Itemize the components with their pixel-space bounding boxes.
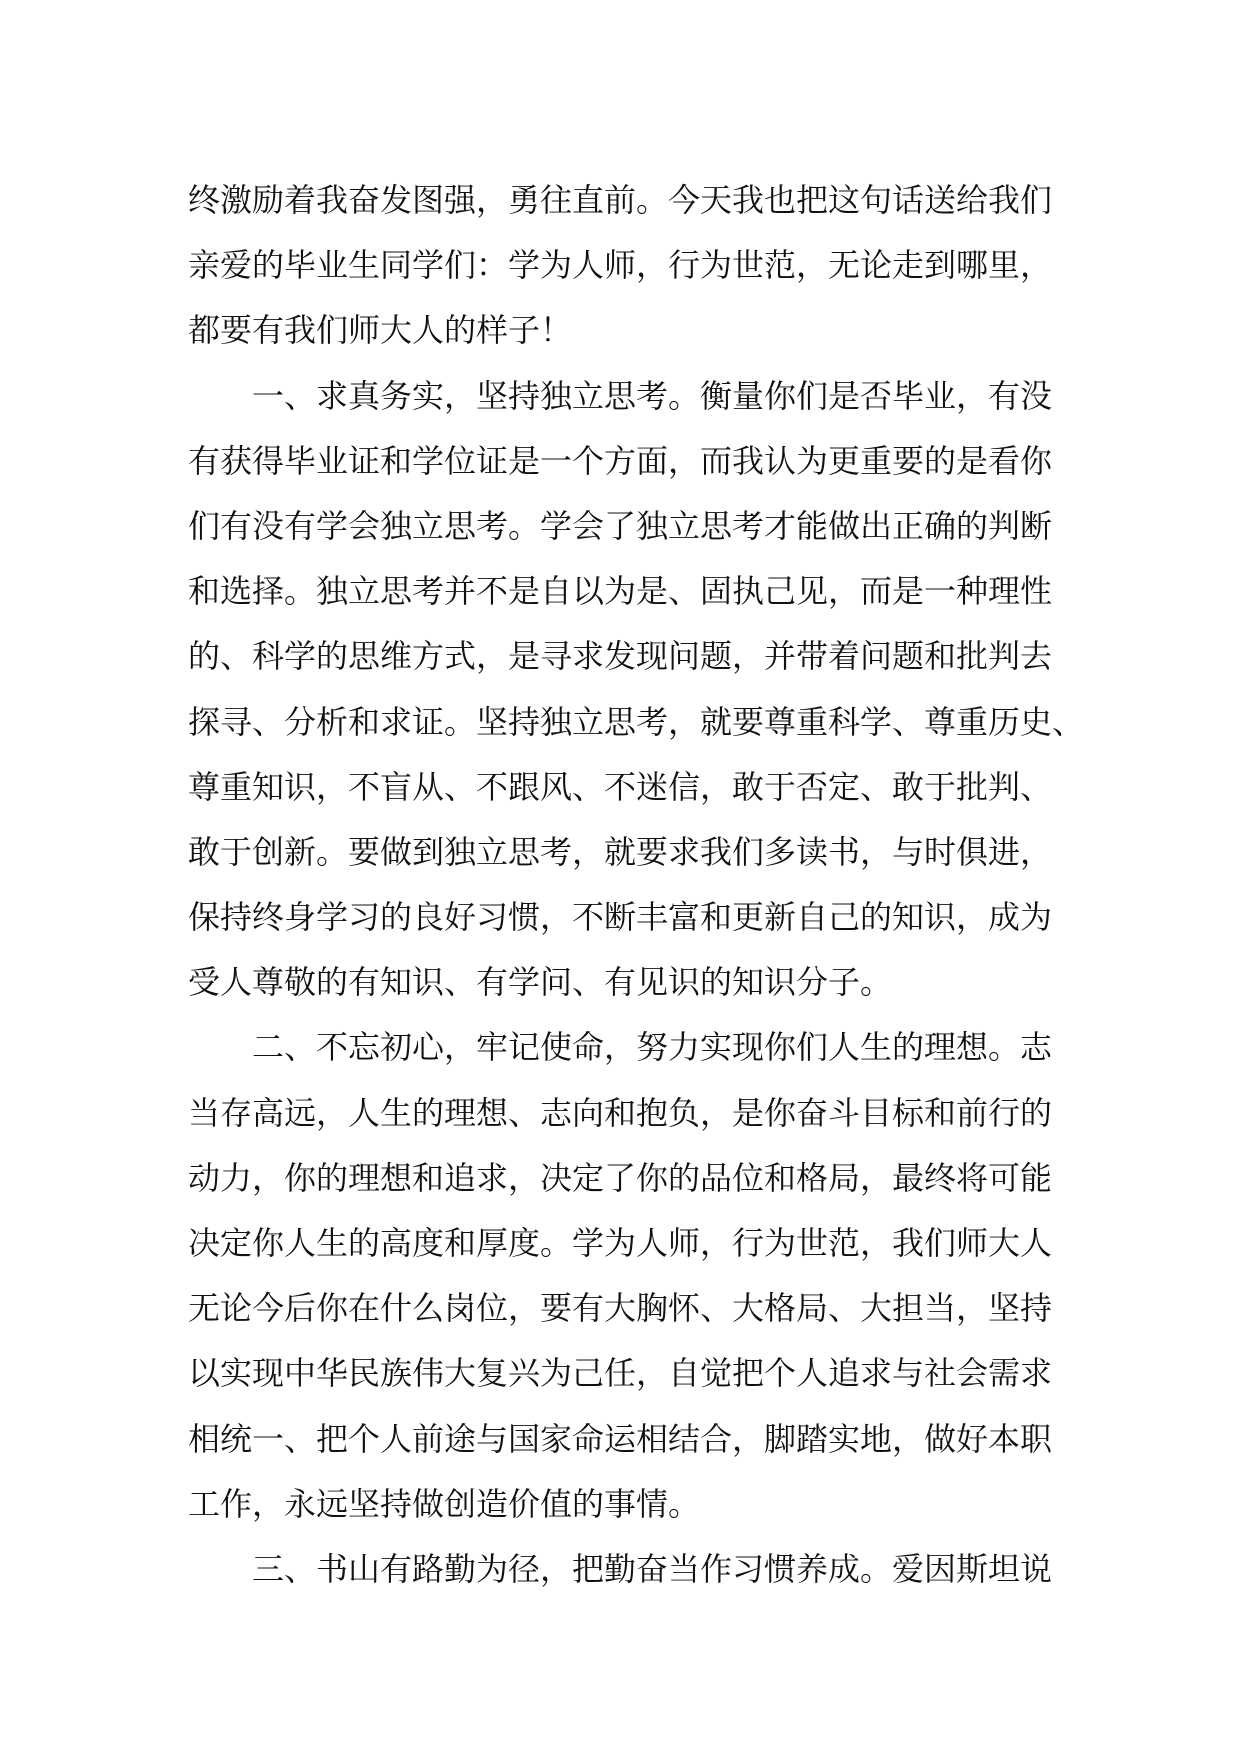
- text-line: 探寻、分析和求证。坚持独立思考，就要尊重科学、尊重历史、: [188, 702, 1085, 741]
- text-line: 受人尊敬的有知识、有学问、有见识的知识分子。: [188, 963, 893, 1002]
- text-line: 保持终身学习的良好习惯，不断丰富和更新自己的知识，成为: [188, 898, 1053, 937]
- text-line: 动力，你的理想和追求，决定了你的品位和格局，最终将可能: [188, 1158, 1053, 1197]
- text-line: 三、书山有路勤为径，把勤奋当作习惯养成。爱因斯坦说: [252, 1549, 1053, 1588]
- text-line: 和选择。独立思考并不是自以为是、固执己见，而是一种理性: [188, 572, 1053, 611]
- text-line: 决定你人生的高度和厚度。学为人师，行为世范，我们师大人: [188, 1224, 1053, 1262]
- text-line: 无论今后你在什么岗位，要有大胸怀、大格局、大担当，坚持: [188, 1289, 1053, 1328]
- text-line: 尊重知识，不盲从、不跟风、不迷信，敢于否定、敢于批判、: [188, 767, 1053, 806]
- text-line: 敢于创新。要做到独立思考，就要求我们多读书，与时俱进，: [188, 832, 1053, 871]
- text-line: 一、求真务实，坚持独立思考。衡量你们是否毕业，有没: [252, 376, 1053, 415]
- body-text: [188, 168, 1088, 1602]
- text-line: 工作，永远坚持做创造价值的事情。: [188, 1484, 701, 1523]
- text-line: 二、不忘初心，牢记使命，努力实现你们人生的理想。志: [252, 1028, 1053, 1067]
- text-line: 终激励着我奋发图强，勇往直前。今天我也把这句话送给我们: [188, 181, 1053, 219]
- text-line: 当存高远，人生的理想、志向和抱负，是你奋斗目标和前行的: [188, 1093, 1053, 1132]
- text-line: 都要有我们师大人的样子！: [188, 311, 573, 350]
- text-line: 有获得毕业证和学位证是一个方面，而我认为更重要的是看你: [188, 441, 1053, 480]
- text-line: 以实现中华民族伟大复兴为己任，自觉把个人追求与社会需求: [188, 1354, 1053, 1393]
- text-line: 亲爱的毕业生同学们：学为人师，行为世范，无论走到哪里，: [188, 246, 1053, 285]
- text-line: 相统一、把个人前途与国家命运相结合，脚踏实地，做好本职: [188, 1419, 1053, 1458]
- text-line: 们有没有学会独立思考。学会了独立思考才能做出正确的判断: [188, 506, 1053, 545]
- text-line: 的、科学的思维方式，是寻求发现问题，并带着问题和批判去: [188, 637, 1053, 676]
